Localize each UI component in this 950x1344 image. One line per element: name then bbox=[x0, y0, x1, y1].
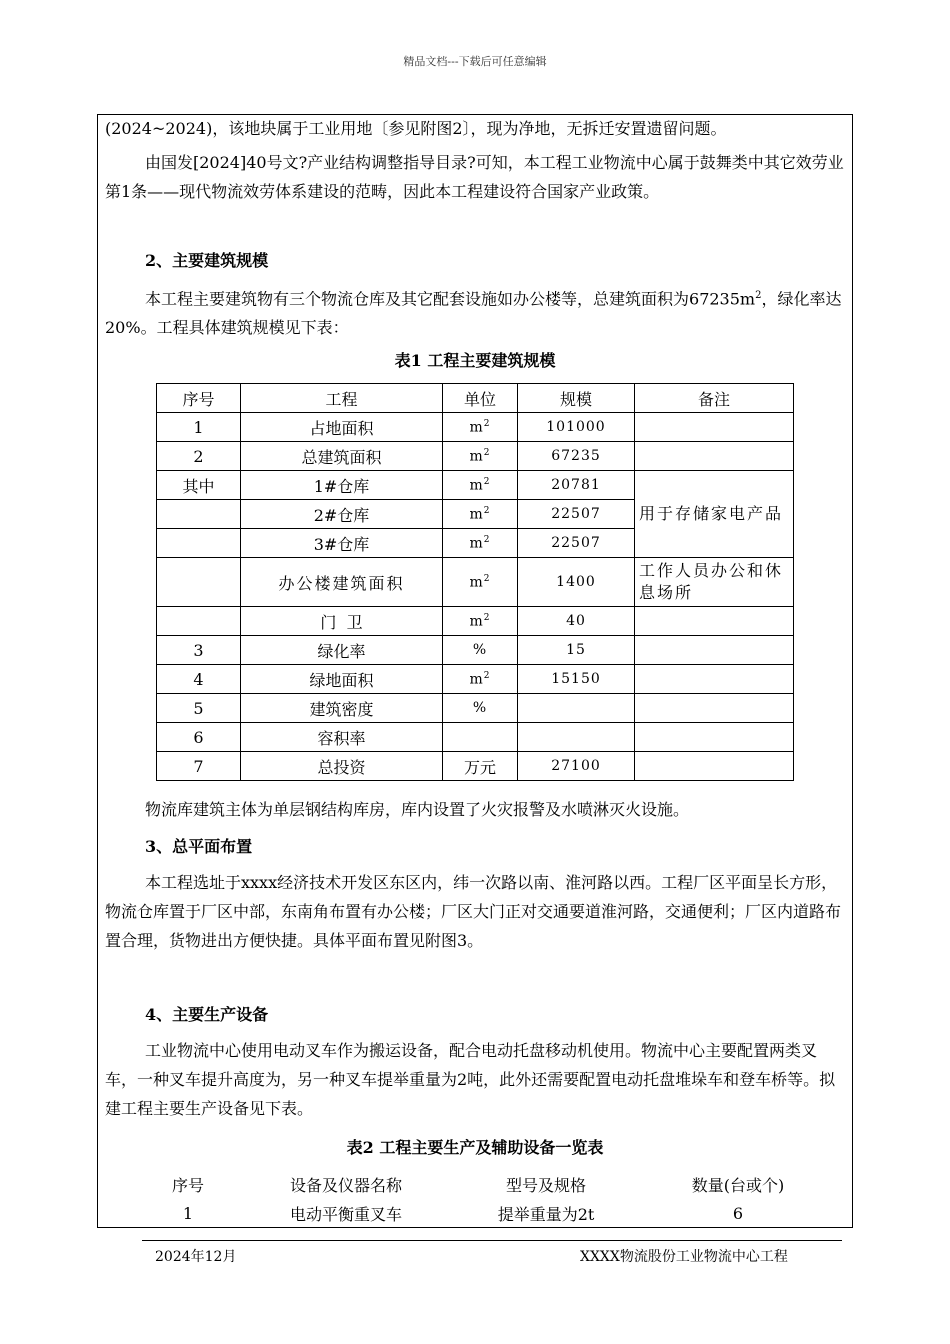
table-row bbox=[157, 694, 794, 723]
unit-sup: 2 bbox=[483, 476, 491, 487]
table1-header-scale: 规模 bbox=[518, 384, 635, 413]
unit-sup: 2 bbox=[483, 573, 491, 584]
table-cell bbox=[157, 558, 241, 607]
note-office: 工作人员办公和休息场所 bbox=[635, 558, 794, 607]
table-cell: 2#仓库 bbox=[241, 500, 443, 529]
footer-divider bbox=[142, 1240, 842, 1241]
table-row bbox=[157, 442, 794, 471]
table-cell: 绿地面积 bbox=[241, 665, 443, 694]
table-cell bbox=[635, 413, 794, 442]
table-cell bbox=[157, 529, 241, 558]
unit-text: m bbox=[469, 477, 484, 494]
table-row bbox=[157, 723, 794, 752]
unit-cell bbox=[443, 665, 518, 694]
unit-text: m bbox=[469, 671, 484, 688]
table-cell: 20781 bbox=[518, 471, 635, 500]
table-cell: 27100 bbox=[518, 752, 635, 781]
unit-text: m bbox=[469, 574, 484, 591]
unit-sup: 2 bbox=[483, 612, 491, 623]
unit-cell bbox=[443, 442, 518, 471]
table-cell: 1 bbox=[182, 1204, 194, 1223]
paragraph-layout: 本工程选址于xxxx经济技术开发区东区内，纬一次路以南、淮河路以西。工程厂区平面呈长方形，物流仓库置于厂区中部，东南角布置有办公楼；厂区大门正对交通要道淮河路，交通便利；厂区内道路布置合理，货物进出方便快捷。具体平面布置见附图3。 bbox=[105, 873, 842, 950]
table-cell: 总投资 bbox=[241, 752, 443, 781]
table-cell: 1#仓库 bbox=[241, 471, 443, 500]
table-cell bbox=[635, 665, 794, 694]
table-cell: 1 bbox=[157, 413, 241, 442]
table-cell bbox=[157, 500, 241, 529]
table-row bbox=[157, 607, 794, 636]
table2-header-no: 序号 bbox=[171, 1176, 204, 1195]
table-cell: 3#仓库 bbox=[241, 529, 443, 558]
unit-sup: 2 bbox=[483, 505, 491, 516]
paragraph-policy: 由国发[2024]40号文?产业结构调整指导目录?可知，本工程工业物流中心属于鼓舞类中其它效劳业第1条——现代物流效劳体系建设的范畴，因此本工程建设符合国家产业政策。 bbox=[105, 153, 844, 201]
unit-cell bbox=[443, 471, 518, 500]
table-cell: 101000 bbox=[518, 413, 635, 442]
note-warehouse: 用于存储家电产品 bbox=[635, 471, 794, 558]
table-cell bbox=[635, 723, 794, 752]
table-cell: 22507 bbox=[518, 500, 635, 529]
table-cell: 绿化率 bbox=[241, 636, 443, 665]
unit-sup: 2 bbox=[483, 534, 491, 545]
paragraph-building-scale-text: 本工程主要建筑物有三个物流仓库及其它配套设施如办公楼等，总建筑面积为 bbox=[145, 289, 690, 309]
table2-header-row bbox=[135, 1170, 835, 1199]
paragraph-warehouse-structure: 物流库建筑主体为单层钢结构库房，库内设置了火灾报警及水喷淋灭火设施。 bbox=[145, 800, 690, 819]
table-cell: 6 bbox=[157, 723, 241, 752]
area-superscript: 2 bbox=[755, 290, 762, 301]
table-cell: 占地面积 bbox=[241, 413, 443, 442]
building-scale-table bbox=[156, 383, 794, 781]
table2-header-name: 设备及仪器名称 bbox=[289, 1176, 402, 1195]
unit-cell bbox=[443, 529, 518, 558]
table-cell: % bbox=[443, 694, 518, 723]
table1-header-note: 备注 bbox=[635, 384, 794, 413]
table-cell bbox=[635, 636, 794, 665]
paragraph-equipment: 工业物流中心使用电动叉车作为搬运设备，配合电动托盘移动机使用。物流中心主要配置两类叉车，一种叉车提升高度为，另一种叉车提举重量为2吨，此外还需要配置电动托盘堆垛车和登车桥等。拟建工程主要生产设备见下表。 bbox=[105, 1041, 836, 1118]
table-row bbox=[157, 665, 794, 694]
footer-date: 2024年12月 bbox=[155, 1249, 237, 1265]
unit-cell bbox=[443, 558, 518, 607]
paragraph-land-use: (2024~2024)，该地块属于工业用地〔参见附图2〕，现为净地，无拆迁安置遗留问题。 bbox=[105, 119, 727, 138]
unit-text: m bbox=[469, 419, 484, 436]
table-cell bbox=[635, 752, 794, 781]
unit-sup: 2 bbox=[483, 447, 491, 458]
paragraph-building-scale bbox=[105, 281, 845, 342]
table-cell: 4 bbox=[157, 665, 241, 694]
header-watermark: 精品文档---下载后可任意编辑 bbox=[403, 55, 547, 68]
table1-caption: 表1 工程主要建筑规模 bbox=[394, 351, 556, 370]
table-cell: 电动平衡重叉车 bbox=[289, 1205, 402, 1224]
paragraph-building-scale-rest: ，绿化率达20%。工程具体建筑规模见下表： bbox=[105, 289, 842, 338]
table1-header-row bbox=[157, 384, 794, 413]
unit-cell bbox=[443, 413, 518, 442]
table-cell: 15 bbox=[518, 636, 635, 665]
table2-caption: 表2 工程主要生产及辅助设备一览表 bbox=[346, 1138, 604, 1157]
section-heading-equipment: 4、主要生产设备 bbox=[145, 1005, 269, 1024]
table-row bbox=[157, 413, 794, 442]
table2-header-qty: 数量(台或个) bbox=[691, 1176, 785, 1195]
table-cell: 门 卫 bbox=[241, 607, 443, 636]
table-cell bbox=[635, 607, 794, 636]
table2-header-spec: 型号及规格 bbox=[505, 1176, 586, 1195]
unit-text: m bbox=[469, 613, 484, 630]
table-cell: 办公楼建筑面积 bbox=[241, 558, 443, 607]
table-cell: 3 bbox=[157, 636, 241, 665]
unit-cell bbox=[443, 607, 518, 636]
unit-text: m bbox=[469, 448, 484, 465]
table-cell: % bbox=[443, 636, 518, 665]
section-heading-layout: 3、总平面布置 bbox=[145, 837, 253, 856]
table-cell: 5 bbox=[157, 694, 241, 723]
table1-header-item: 工程 bbox=[241, 384, 443, 413]
unit-text: m bbox=[469, 535, 484, 552]
table-cell: 6 bbox=[732, 1204, 744, 1223]
table-cell: 建筑密度 bbox=[241, 694, 443, 723]
table-row bbox=[157, 558, 794, 607]
table-cell bbox=[518, 694, 635, 723]
table1-header-no: 序号 bbox=[157, 384, 241, 413]
table-cell: 总建筑面积 bbox=[241, 442, 443, 471]
table-cell: 提举重量为2t bbox=[497, 1205, 595, 1224]
footer-project: XXXX物流股份工业物流中心工程 bbox=[580, 1249, 788, 1265]
unit-sup: 2 bbox=[483, 418, 491, 429]
table-cell bbox=[518, 723, 635, 752]
equipment-table bbox=[135, 1170, 835, 1228]
table-cell: 其中 bbox=[157, 471, 241, 500]
table1-header-unit: 单位 bbox=[443, 384, 518, 413]
area-number: 67235m bbox=[689, 289, 756, 309]
table-cell: 容积率 bbox=[241, 723, 443, 752]
unit-sup: 2 bbox=[483, 670, 491, 681]
table-cell: 2 bbox=[157, 442, 241, 471]
table-row bbox=[157, 636, 794, 665]
unit-cell bbox=[443, 500, 518, 529]
table-cell bbox=[443, 723, 518, 752]
table-cell bbox=[635, 694, 794, 723]
table-cell: 67235 bbox=[518, 442, 635, 471]
table-row bbox=[135, 1199, 835, 1228]
table-cell bbox=[157, 607, 241, 636]
table-cell: 7 bbox=[157, 752, 241, 781]
table-cell bbox=[635, 442, 794, 471]
table-cell: 15150 bbox=[518, 665, 635, 694]
table-row bbox=[157, 752, 794, 781]
table-row bbox=[157, 471, 794, 500]
table-cell: 40 bbox=[518, 607, 635, 636]
table-cell: 1400 bbox=[518, 558, 635, 607]
table-cell: 万元 bbox=[443, 752, 518, 781]
section-heading-building-scale: 2、主要建筑规模 bbox=[145, 251, 269, 270]
unit-text: m bbox=[469, 506, 484, 523]
table-cell: 22507 bbox=[518, 529, 635, 558]
